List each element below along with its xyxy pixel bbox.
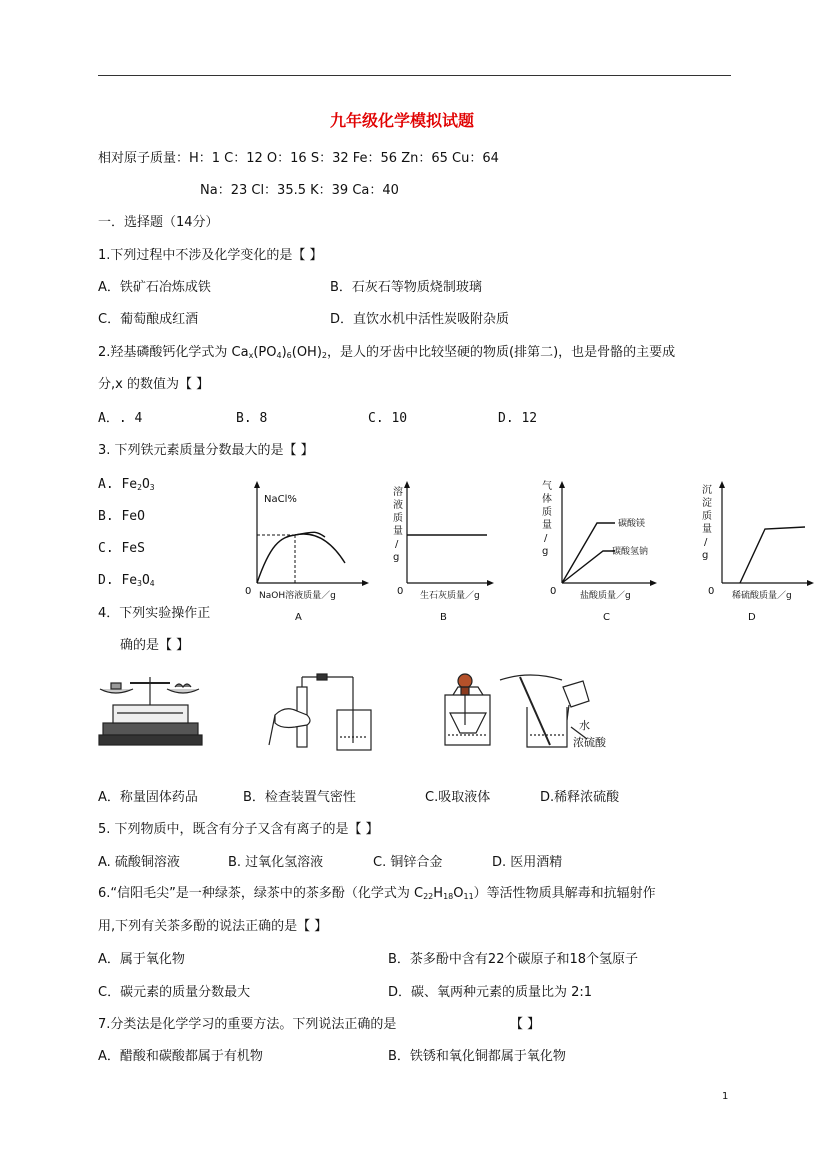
graph-a-x-arrow	[362, 580, 369, 586]
graph-c-ylabel-2: 质	[542, 507, 552, 518]
graph-d	[702, 481, 814, 623]
q3-option-c: C. FeS	[98, 541, 145, 556]
graph-a-curve-tail	[295, 534, 345, 563]
graph-d-x-arrow	[807, 580, 814, 586]
q3-graphs	[235, 475, 827, 625]
graph-c-ylabel-4: /	[544, 533, 548, 544]
graph-d-line	[740, 527, 805, 583]
graph-b-ylabel-4: /	[395, 539, 399, 550]
graph-a	[245, 481, 369, 623]
dilution-image	[520, 677, 607, 749]
graph-a-origin: 0	[245, 586, 252, 597]
q7-stem: 7.分类法是化学学习的重要方法。下列说法正确的是	[98, 1017, 397, 1032]
graph-c-y-arrow	[559, 481, 565, 488]
graph-d-ylabel-4: /	[704, 537, 708, 548]
q5-option-d: D. 医用酒精	[492, 855, 563, 870]
graph-c-line-bottom	[562, 551, 615, 583]
q5-option-c: C. 铜锌合金	[373, 855, 443, 870]
graph-c-xlabel: 盐酸质量／g	[580, 591, 631, 601]
q5-option-a: A. 硫酸铜溶液	[98, 855, 180, 870]
q6-option-d: D．碳、氧两种元素的质量比为 2:1	[388, 985, 593, 1000]
q6-option-a: A．属于氧化物	[98, 952, 185, 967]
page-title: 九年级化学模拟试题	[330, 111, 475, 130]
page-number: 1	[722, 1091, 729, 1102]
section-heading: 一．选择题（14分）	[98, 215, 219, 230]
graph-b-xlabel: 生石灰质量／g	[420, 591, 480, 601]
graph-c-ylabel-0: 气	[542, 481, 552, 492]
graph-b-ylabel-3: 量	[393, 526, 403, 537]
atomic-mass-line2: Na：23 Cl：35.5 K：39 Ca：40	[200, 183, 399, 198]
q2-option-d: D. 12	[498, 411, 538, 426]
q7-option-a: A．醋酸和碳酸都属于有机物	[98, 1049, 263, 1064]
q4-stem-line1: 4．下列实验操作正	[98, 606, 211, 621]
graph-b-origin: 0	[397, 586, 404, 597]
q3-option-a: A. $Fe_2O_3$	[98, 477, 155, 492]
airtightness-check-image	[269, 674, 371, 750]
graph-d-ylabel-5: g	[702, 550, 709, 561]
q2-stem: 2.羟基磷酸钙化学式为 $Ca_x(PO_4)_6(OH)_2$，是人的牙齿中比较坚硬的物质(排第二)，也是骨骼的主要成	[98, 345, 676, 360]
q2-option-a: A．. 4	[98, 411, 143, 426]
graph-b-x-arrow	[487, 580, 494, 586]
q3-option-b: B. FeO	[98, 509, 145, 524]
balance-scale-image	[99, 677, 202, 745]
graph-b-ylabel-2: 质	[393, 513, 403, 524]
q4-option-b: B．检查装置气密性	[243, 790, 356, 805]
graph-d-y-arrow	[719, 481, 725, 488]
q1-option-b: B．石灰石等物质烧制玻璃	[330, 280, 482, 295]
graph-c-ylabel-3: 量	[542, 520, 552, 531]
graph-c-caption: C	[603, 612, 610, 623]
q1-option-d: D．直饮水机中活性炭吸附杂质	[330, 312, 510, 327]
q1-stem: 1.下列过程中不涉及化学变化的是【 】	[98, 248, 323, 263]
graph-d-ylabel-3: 量	[702, 524, 712, 535]
graph-b-ylabel-1: 液	[393, 500, 403, 511]
graph-d-caption: D	[748, 612, 756, 623]
q5-stem: 5. 下列物质中，既含有分子又含有离子的是【 】	[98, 822, 379, 837]
q3-stem: 3. 下列铁元素质量分数最大的是【 】	[98, 443, 314, 458]
q4-stem-line2: 确的是【 】	[120, 638, 190, 653]
graph-d-ylabel-1: 淀	[702, 498, 712, 509]
q6-stem: 6.“信阳毛尖”是一种绿茶，绿茶中的茶多酚（化学式为 $C_{22}H_{18}O_{11}$）等活性物质具解毒和抗辐射作	[98, 886, 656, 901]
graph-c-ylabel-5: g	[542, 546, 549, 557]
label-water: 水	[579, 719, 590, 732]
q2-option-c: C. 10	[368, 411, 408, 426]
graph-a-curve	[257, 532, 325, 583]
header-rule	[98, 75, 731, 76]
graph-c-origin: 0	[550, 586, 557, 597]
q2-option-b: B. 8	[236, 411, 268, 426]
graph-d-origin: 0	[708, 586, 715, 597]
graph-a-y-arrow	[254, 481, 260, 488]
q7-bracket: 【 】	[510, 1017, 541, 1032]
graph-c-x-arrow	[650, 580, 657, 586]
graph-b-caption: B	[440, 612, 447, 623]
graph-c-ylabel-1: 体	[542, 494, 552, 505]
graph-b-ylabel-0: 溶	[393, 487, 403, 498]
q2-stem-line2: 分,x 的数值为【 】	[98, 377, 210, 392]
q3-option-d: D. $Fe_3O_4$	[98, 573, 155, 588]
graph-c-legend-bottom: 碳酸氢钠	[612, 547, 649, 557]
q6-stem-line2: 用,下列有关茶多酚的说法正确的是【 】	[98, 919, 328, 934]
graph-d-ylabel-0: 沉	[702, 485, 712, 496]
q5-option-b: B. 过氧化氢溶液	[228, 855, 324, 870]
graph-c-legend-top: 碳酸镁	[618, 519, 646, 529]
q6-option-c: C．碳元素的质量分数最大	[98, 985, 251, 1000]
q4-option-c: C.吸取液体	[425, 790, 491, 805]
q7-option-b: B．铁锈和氧化铜都属于氧化物	[388, 1049, 566, 1064]
q4-option-a: A．称量固体药品	[98, 790, 198, 805]
graph-d-xlabel: 稀硫酸质量／g	[732, 591, 792, 601]
atomic-mass-line1: 相对原子质量：H：1 C：12 O：16 S：32 Fe：56 Zn：65 Cu：64	[98, 151, 499, 166]
q1-option-c: C．葡萄酿成红酒	[98, 312, 199, 327]
graph-a-ylabel: NaCl%	[264, 494, 297, 505]
q1-option-a: A．铁矿石冶炼成铁	[98, 280, 211, 295]
graph-b	[393, 481, 494, 623]
graph-c	[542, 480, 657, 623]
graph-b-y-arrow	[404, 481, 410, 488]
label-conc-acid: 浓硫酸	[573, 736, 606, 749]
q4-option-d: D.稀释浓硫酸	[540, 790, 620, 805]
graph-a-caption: A	[295, 612, 302, 623]
q4-illustrations	[95, 665, 635, 760]
graph-d-ylabel-2: 质	[702, 511, 712, 522]
q6-option-b: B．茶多酚中含有22个碳原子和18个氢原子	[388, 952, 639, 967]
graph-c-line-top	[562, 523, 615, 583]
graph-b-ylabel-5: g	[393, 552, 400, 563]
graph-a-xlabel: NaOH溶液质量／g	[259, 591, 336, 601]
